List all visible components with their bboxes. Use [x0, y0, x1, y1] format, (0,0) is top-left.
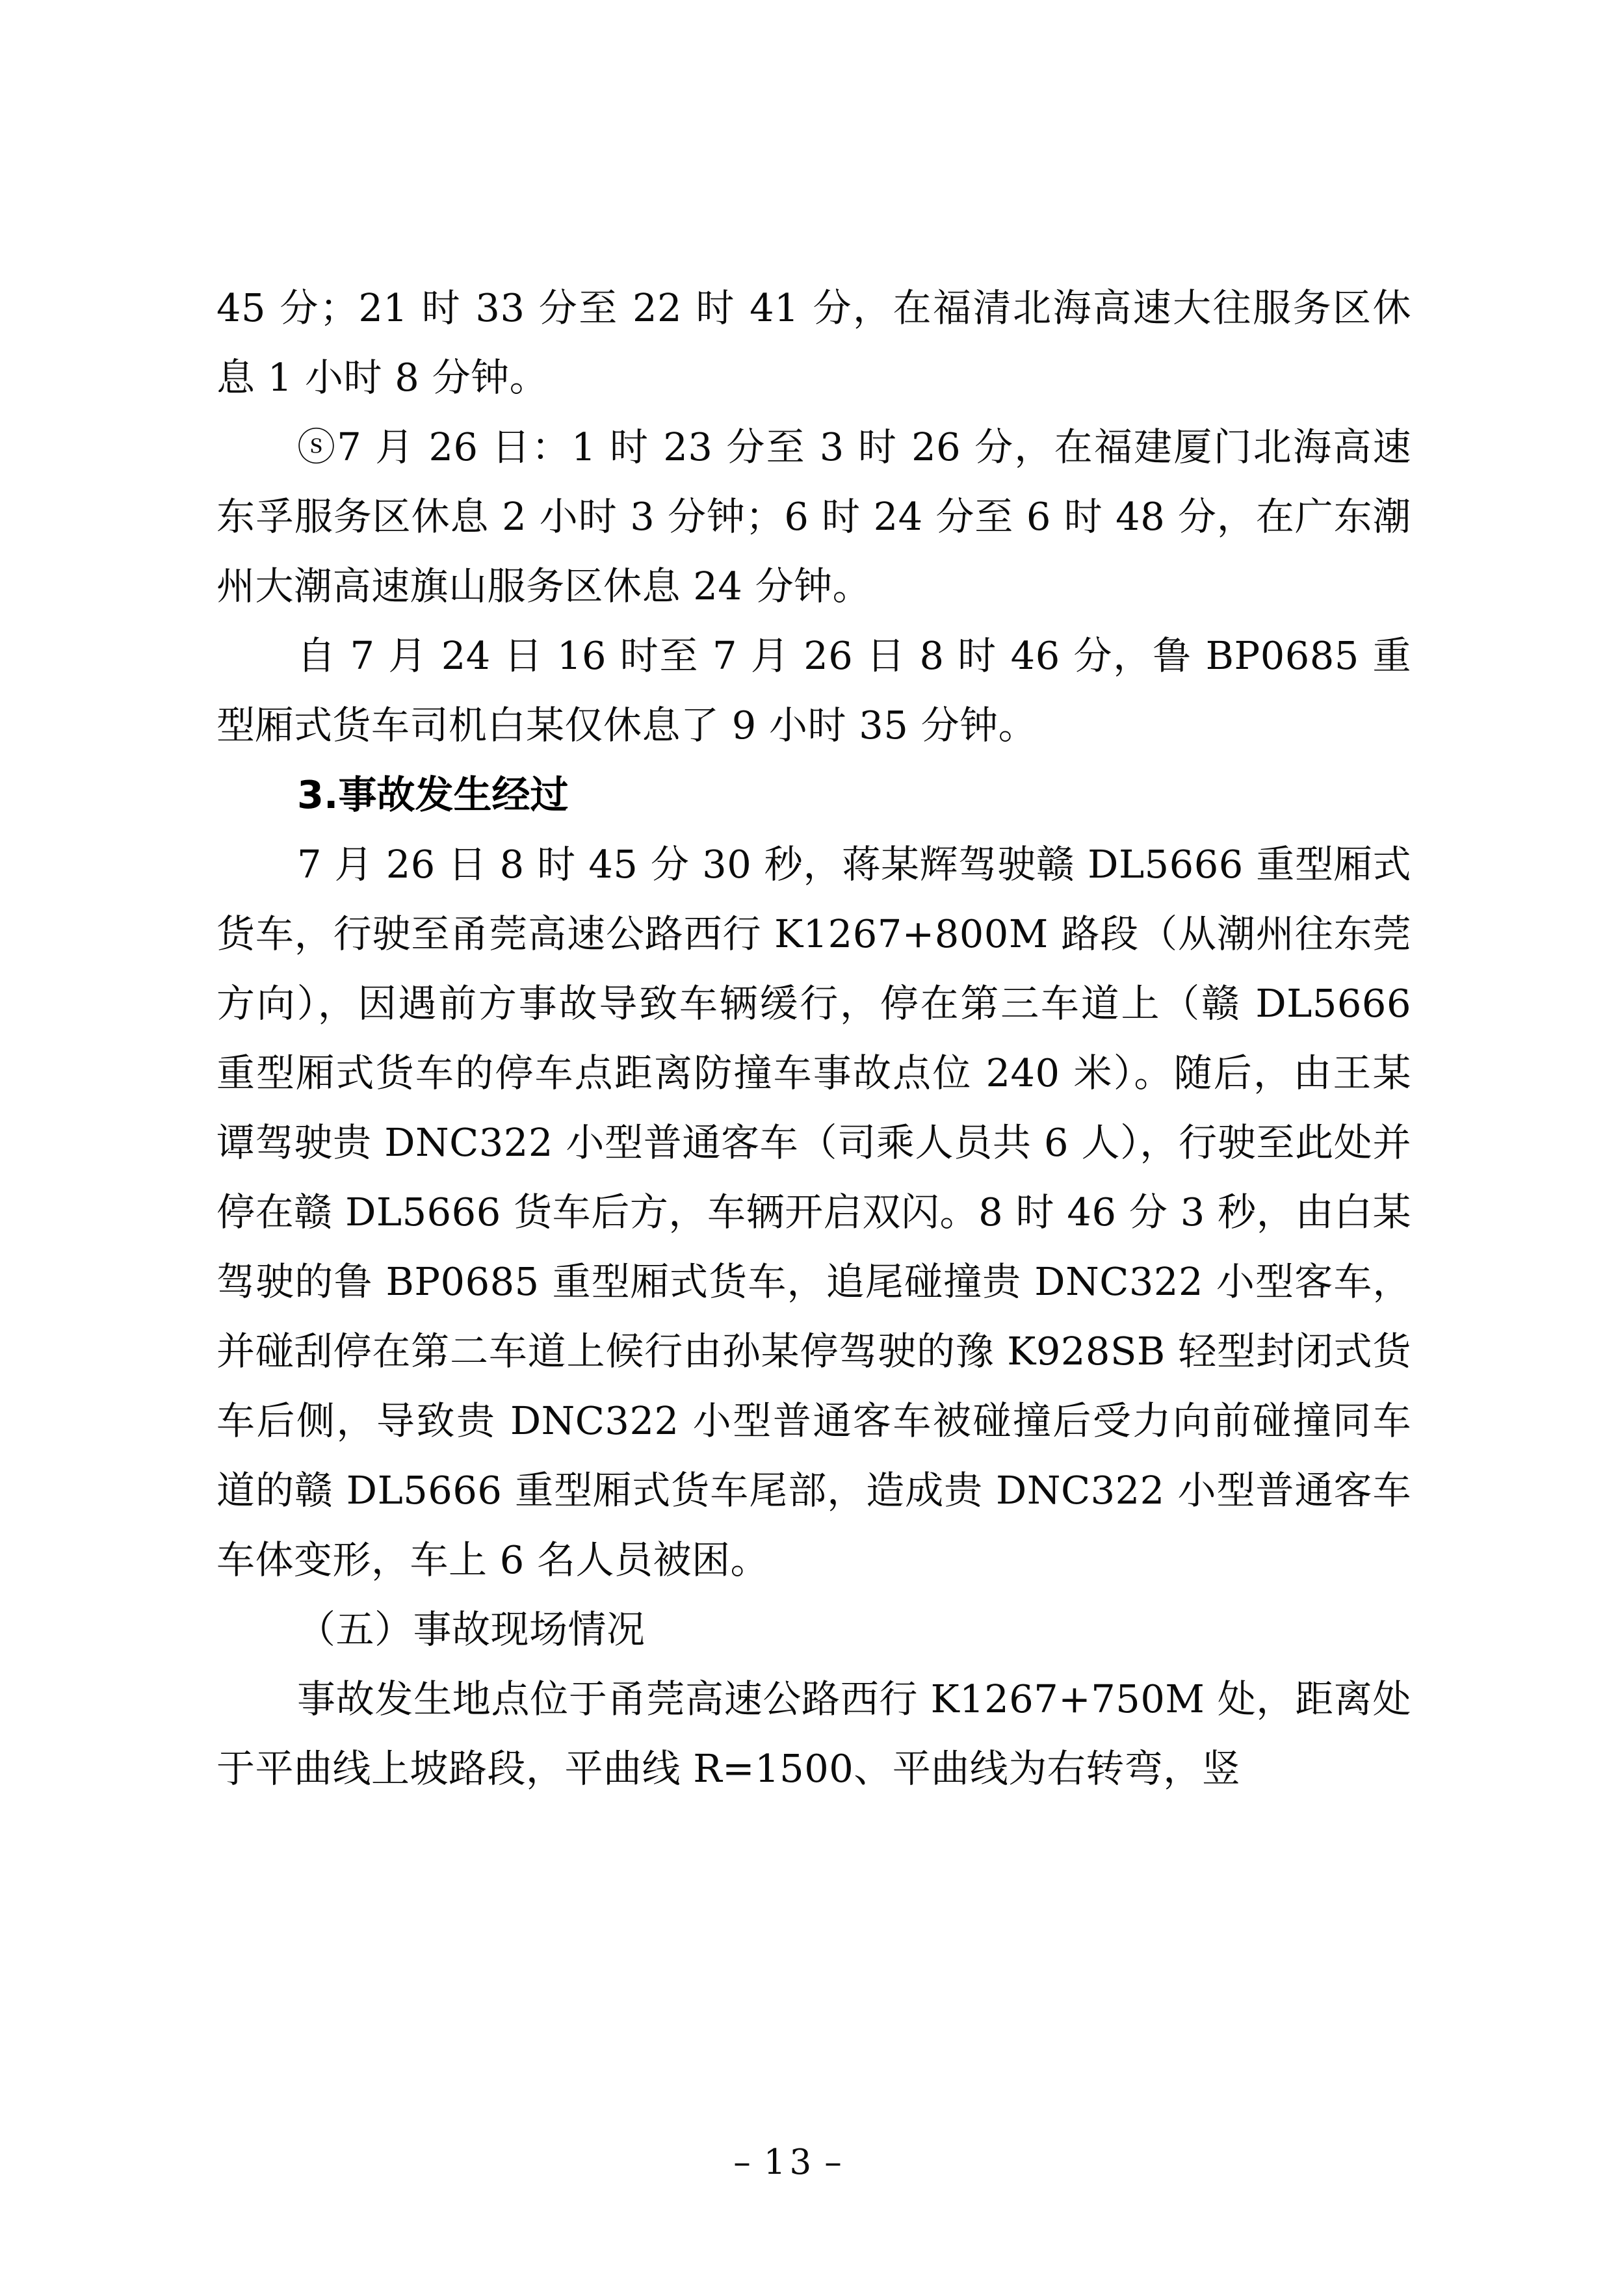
paragraph-accident-scene-location: 事故发生地点位于甬莞高速公路西行 K1267+750M 处，距离处于平曲线上坡路段，平曲线 R=1500、平曲线为右转弯，竖 — [216, 1676, 1411, 1791]
paragraph-rest-stop-continuation: 45 分；21 时 33 分至 22 时 41 分，在福清北海高速大往服务区休息 1 小时 8 分钟。 — [216, 285, 1411, 400]
paragraph-july-26-rest-stops: ⓢ7 月 26 日：1 时 23 分至 3 时 26 分，在福建厦门北海高速东孚服务区休息 2 小时 3 分钟；6 时 24 分至 6 时 48 分，在广东潮州大潮高速旗山服务区休息 24 分钟。 — [216, 424, 1411, 608]
page-number-value: 13 — [763, 2143, 816, 2182]
subsection-heading-accident-scene: （五）事故现场情况 — [297, 1607, 646, 1652]
page-content-body — [216, 273, 1411, 1803]
paragraph-accident-process-narrative: 7 月 26 日 8 时 45 分 30 秒，蒋某辉驾驶赣 DL5666 重型厢式货车，行驶至甬莞高速公路西行 K1267+800M 路段（从潮州往东莞方向），因遇前方事故导致车辆缓行，停在第三车道上（赣 DL5666 重型厢式货车的停车点距离防撞车事故点位 240 米）。随后，由王某谭驾驶贵 DNC322 小型普通客车（司乘人员共 6 人），行驶至此处并停在赣 DL5666 货车后方，车辆开启双闪。8 时 46 分 3 秒，由白某驾驶的鲁 BP0685 重型厢式货车，追尾碰撞贵 DNC322 小型客车，并碰刮停在第二车道上候行由孙某停驾驶的豫 K928SB 轻型封闭式货车后侧，导致贵 DNC322 小型普通客车被碰撞后受力向前碰撞同车道的赣 DL5666 重型厢式货车尾部，造成贵 DNC322 小型普通客车车体变形，车上 6 名人员被困。 — [216, 842, 1411, 1582]
section-heading-accident-process: 3.事故发生经过 — [297, 772, 569, 817]
page-number-footer — [0, 2143, 1618, 2182]
page-number-dash-right: – — [824, 2143, 846, 2182]
page-number-dash-left: – — [733, 2143, 755, 2182]
paragraph-total-rest-summary: 自 7 月 24 日 16 时至 7 月 26 日 8 时 46 分，鲁 BP0685 重型厢式货车司机白某仅休息了 9 小时 35 分钟。 — [216, 633, 1411, 748]
